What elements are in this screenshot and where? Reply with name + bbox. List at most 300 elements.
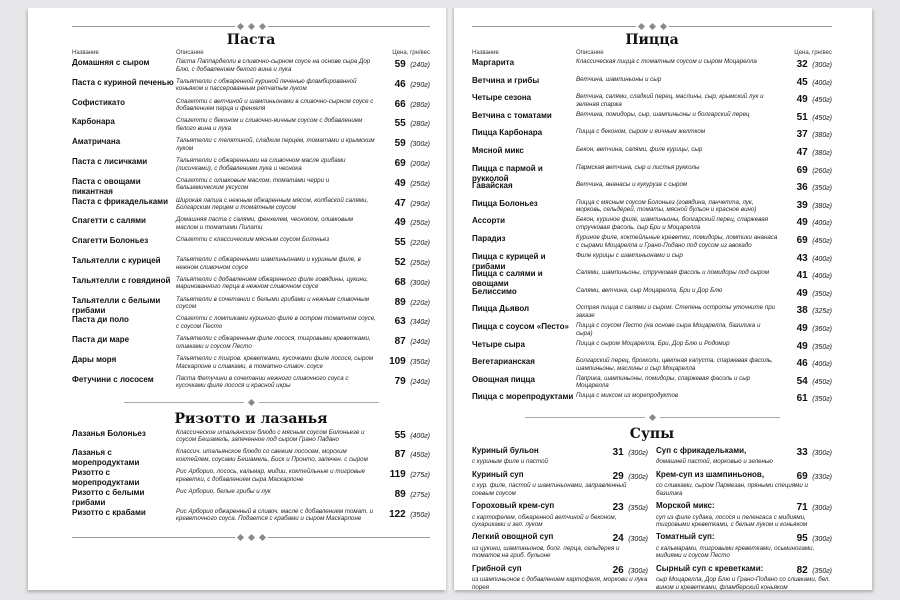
item-description: Бекон, ветчина, салями, филе курицы, сыр: [576, 145, 703, 153]
item-price-block: [378, 375, 430, 388]
item-price-block: [378, 216, 430, 229]
header-desc: Описание: [576, 50, 604, 56]
item-weight: (350г): [410, 358, 430, 366]
item-price: 109: [389, 355, 406, 367]
item-weight: (240г): [410, 62, 430, 69]
item-weight: (325г): [812, 308, 832, 316]
item-weight: (240г): [410, 378, 430, 386]
menu-item: [72, 335, 430, 355]
item-price: 49: [796, 340, 808, 352]
soup-price-block: [797, 532, 832, 545]
section-divider: [472, 412, 832, 424]
menu-item: [72, 117, 430, 137]
risotto-title: Ризотто и лазанья: [174, 410, 328, 427]
soups-columns: [472, 446, 832, 590]
item-price: 69: [796, 164, 808, 176]
soup-item: [472, 532, 648, 559]
item-weight: (250г): [410, 259, 430, 267]
item-weight: (450г): [812, 378, 832, 386]
item-name: Белиссимо: [472, 286, 517, 296]
item-price-block: [780, 357, 832, 370]
menu-item: [472, 164, 832, 182]
item-price: 89: [394, 296, 406, 308]
item-name: Паста с лисичками: [72, 156, 148, 166]
item-description: Ветчина, шампиньоны и сыр: [576, 75, 662, 83]
header-price: Цена, грн/вес: [392, 50, 430, 56]
item-name: Четыре сезона: [472, 93, 532, 103]
item-weight: (200г): [410, 160, 430, 168]
item-price-block: [378, 256, 430, 269]
item-description: Рис Арборио обжаренный в сливоч. масле с добавлением томат. и креветочного соуса. Подается с крабами и сыром Маскарпоне: [176, 507, 374, 523]
soup-description: из цукини, шампиньонов, болг. перца, сельдерея и томатов на гриб. бульоне: [472, 544, 620, 560]
menu-item: [472, 375, 832, 393]
item-price-block: [378, 508, 430, 521]
soup-price-block: [797, 446, 832, 459]
soup-name: Грибной суп: [472, 563, 522, 573]
right-page: [454, 8, 872, 590]
menu-item: [72, 508, 430, 528]
menu-item: [72, 468, 430, 488]
item-price-block: [780, 164, 832, 177]
item-weight: (400г): [410, 432, 430, 440]
soup-price-block: [613, 564, 648, 577]
item-price-block: [378, 98, 430, 111]
item-price: 49: [796, 287, 808, 299]
menu-item: [472, 146, 832, 164]
soup-name: Морской микс:: [656, 501, 715, 511]
menu-item: [472, 111, 832, 129]
item-price: 68: [394, 276, 406, 288]
item-name: Паста ди поло: [72, 315, 129, 325]
item-description: Ветчина, салями, сладкий перец, маслины, сыр, крымский лук и зеленая спаржа: [576, 93, 764, 108]
item-price: 119: [389, 469, 406, 481]
item-weight: (450г): [410, 452, 430, 460]
soup-description: с куриным филе и пастой: [472, 458, 548, 466]
item-name: Паста с овощами пикантная: [72, 176, 141, 196]
item-name: Пицца Болоньез: [472, 198, 538, 208]
soup-item: [472, 470, 648, 497]
soup-item: [656, 532, 832, 559]
item-description: Рис Арборио, белые грибы и лук: [176, 487, 271, 495]
soup-weight: (300г): [812, 449, 832, 457]
item-price: 66: [394, 98, 406, 110]
item-description: Пицца с миксом из морепродуктов: [576, 392, 679, 400]
item-name: Четыре сыра: [472, 339, 525, 349]
top-ornament: [472, 22, 832, 30]
soup-item: [472, 564, 648, 590]
item-weight: (400г): [812, 273, 832, 281]
item-description: Пицца с сыром Моцарелла, Бри, Дор Блю и Родомир: [576, 339, 730, 347]
item-description: Тальятелли с обжаренным филе лосося, тигровыми креветками, оливками и соусом Песто: [176, 335, 371, 350]
soup-price: 31: [612, 446, 624, 458]
item-price-block: [378, 468, 430, 481]
item-name: Маргарита: [472, 58, 515, 67]
soup-price: 24: [612, 533, 624, 545]
item-description: Филе курицы с шампиньонами и сыр: [576, 251, 683, 259]
item-price-block: [378, 488, 430, 501]
item-price: 55: [394, 118, 406, 130]
item-weight: (350г): [410, 511, 430, 519]
item-description: Классич. итальянское блюдо со свежим лососем, морским коктейлем, соусами Бешамель, Биск и Пронто, запечен. с сыром: [176, 448, 368, 463]
item-description: Острая пицца с салями и сыром. Степень остроты уточните при заказе: [576, 304, 776, 319]
item-price-block: [780, 216, 832, 229]
item-name: Ризотто с белыми грибами: [72, 487, 145, 507]
menu-item: [472, 199, 832, 217]
item-name: Дары моря: [72, 354, 117, 364]
soup-description: с картофелем, обжаренной ветчиной и беконом, сухариками и зел. луком: [472, 513, 617, 528]
soup-price-block: [797, 501, 832, 514]
item-name: Мясной микс: [472, 145, 524, 155]
item-description: Тальятелли с обжаренными шампиньонами и куриным филе, в нежном сливочном соусе: [176, 255, 361, 271]
item-price-block: [378, 197, 430, 210]
soup-name: Сырный суп с креветками:: [656, 563, 764, 573]
item-price-block: [780, 340, 832, 353]
pasta-list: [72, 58, 430, 395]
menu-item: [472, 392, 832, 410]
item-name: Лазанья с морепродуктами: [72, 448, 140, 468]
item-weight: (380г): [812, 149, 832, 157]
soup-weight: (300г): [812, 536, 832, 544]
soup-price: 95: [796, 533, 808, 545]
header-name: Название: [72, 50, 99, 56]
item-price: 63: [394, 316, 406, 328]
item-description: Тальятелли с обжаренными на сливочном масле грибами (лисичками), с добавлением лука и чеснока: [176, 156, 346, 172]
soup-item: [472, 501, 648, 528]
item-price: 87: [394, 449, 406, 461]
menu-item: [72, 429, 430, 449]
item-price-block: [378, 296, 430, 309]
item-price-block: [378, 137, 430, 150]
menu-item: [72, 177, 430, 197]
menu-item: [472, 58, 832, 76]
item-price: 49: [796, 322, 808, 334]
soup-price: 23: [612, 502, 624, 514]
item-description: Рис Арборио, лосось, кальмар, мидии, коктейльные и тигровые креветки, с добавлением сыра Маскарпоне: [176, 468, 366, 483]
menu-item: [72, 157, 430, 177]
soup-description: домашней пастой, морковью и зеленью: [656, 458, 773, 466]
item-weight: (300г): [812, 62, 832, 69]
item-description: Паста Фетучини в сочетании нежного сливочного соуса с кусочками филе лосося и красной икры: [176, 374, 349, 390]
item-name: Домашняя с сыром: [72, 58, 150, 67]
item-description: Ветчина, помидоры, сыр, шампиньоны и болгарский перец: [576, 110, 750, 118]
item-name: Ветчина и грибы: [472, 75, 540, 85]
item-price-block: [780, 128, 832, 141]
item-price: 55: [394, 429, 406, 441]
item-price-block: [780, 252, 832, 265]
item-name: Аматричана: [72, 137, 121, 147]
menu-item: [72, 216, 430, 236]
item-name: Гавайская: [472, 181, 513, 191]
item-weight: (290г): [410, 200, 430, 208]
soup-description: из шампиньонов с добавлением картофеля, моркови и лука порея: [472, 576, 648, 590]
soup-name: Томатный суп:: [656, 532, 715, 542]
menu-item: [72, 98, 430, 118]
menu-item: [472, 252, 832, 270]
item-weight: (250г): [410, 180, 430, 188]
menu-item: [472, 128, 832, 146]
item-price-block: [780, 93, 832, 106]
item-price: 79: [394, 375, 406, 387]
menu-item: [472, 93, 832, 111]
soup-description: с кур. филе, пастой и шампиньонами, заправленный соевым соусом: [472, 482, 627, 497]
soups-title: Супы: [629, 425, 675, 442]
item-price-block: [780, 181, 832, 194]
item-name: Вегетарианская: [472, 357, 535, 367]
item-price-block: [378, 335, 430, 348]
item-price: 47: [394, 197, 406, 209]
item-price: 37: [796, 129, 808, 141]
item-price: 32: [796, 59, 808, 70]
soup-name: Гороховый крем-суп: [472, 501, 555, 511]
soup-price-block: [613, 470, 648, 483]
menu-item: [72, 78, 430, 98]
item-description: Классическое итальянское блюдо с мясным соусом Болоньезе и соусом Бешамель, запеченное под сыром Грано Падано: [176, 428, 365, 444]
item-name: Овощная пицца: [472, 374, 535, 384]
soup-description: сыр Моцарелла, Дор Блю и Грано-Подано со сливками, бел. вином и креветками, фламберский коньяком: [656, 576, 831, 590]
soup-item: [656, 564, 832, 590]
soup-price-block: [613, 446, 648, 459]
item-name: Паста ди маре: [72, 335, 130, 345]
item-weight: (300г): [410, 141, 430, 149]
menu-item: [72, 137, 430, 157]
menu-item: [472, 269, 832, 287]
item-name: Тальятелли с курицей: [72, 255, 161, 265]
soups-left-column: [472, 446, 648, 590]
item-price: 49: [796, 94, 808, 106]
soup-name: Крем-суп из шампиньонов,: [656, 469, 765, 479]
item-description: Тальятелли с тигров. креветками, кусочками филе лосося, сыром Маскарпоне и сливками, в томатно-сливоч. соусе: [176, 354, 374, 370]
item-description: Пицца с соусом Песто (на основе сыра Моцарелла, базилика и сыра): [576, 321, 761, 337]
item-weight: (250г): [410, 220, 430, 228]
soup-price-block: [797, 564, 832, 577]
item-price: 45: [796, 76, 808, 88]
item-weight: (260г): [812, 167, 832, 175]
item-price-block: [378, 157, 430, 170]
risotto-list: [72, 429, 430, 528]
soup-price-block: [797, 470, 832, 483]
menu-item: [472, 340, 832, 358]
soup-name: Суп с фрикадельками,: [656, 445, 747, 455]
item-price-block: [780, 269, 832, 282]
item-price: 122: [389, 508, 406, 520]
column-headers: [472, 50, 832, 56]
item-price: 54: [796, 375, 808, 387]
item-price-block: [378, 236, 430, 249]
item-weight: (400г): [812, 220, 832, 228]
item-weight: (300г): [410, 279, 430, 287]
soup-weight: (300г): [628, 449, 648, 457]
item-name: Тальятелли с белыми грибами: [72, 295, 161, 315]
top-ornament: [72, 22, 430, 30]
item-price: 61: [796, 393, 808, 405]
header-name: Название: [472, 50, 499, 56]
item-weight: (350г): [812, 343, 832, 351]
pizza-list: [472, 58, 832, 410]
item-name: Ветчина с томатами: [472, 110, 552, 120]
soup-weight: (300г): [628, 473, 648, 481]
item-weight: (240г): [410, 339, 430, 347]
header-desc: Описание: [176, 50, 204, 56]
item-price-block: [780, 322, 832, 335]
menu-item: [72, 276, 430, 296]
menu-item: [472, 76, 832, 94]
item-weight: (340г): [410, 319, 430, 327]
item-description: Широкая лапша с нежным обжаренным мясом, колбаской салями, Болгарским перцем и томатным соусом: [176, 196, 369, 212]
item-price-block: [378, 315, 430, 328]
pasta-title: Паста: [226, 32, 276, 48]
soup-price: 71: [796, 502, 808, 514]
item-price-block: [780, 287, 832, 300]
item-name: Ризотто с морепродуктами: [72, 468, 140, 488]
item-name: Спагетти с салями: [72, 216, 146, 226]
item-weight: (275г): [410, 491, 430, 499]
item-description: Салями, ветчина, сыр Моцарелла, Бри и Дор Блю: [576, 286, 723, 294]
item-weight: (350г): [812, 290, 832, 298]
soup-weight: (300г): [812, 505, 832, 513]
item-name: Пицца Карбонара: [472, 128, 543, 138]
menu-item: [72, 296, 430, 316]
item-name: Тальятелли с говядиной: [72, 275, 171, 285]
item-weight: (350г): [812, 185, 832, 193]
item-weight: (450г): [812, 97, 832, 105]
menu-item: [72, 355, 430, 375]
soup-name: Куриный бульон: [472, 445, 539, 455]
menu-item: [472, 322, 832, 340]
menu-item: [472, 287, 832, 305]
item-description: Домашняя паста с салями, фенхелем, чесноком, оливковым маслом и томатами Пилати: [176, 216, 354, 231]
soup-description: суп из филе судака, лосося и пеленгаса с мидиями, тигровыми креветками, с белым луком и коньяком: [656, 513, 808, 528]
item-price: 46: [796, 358, 808, 370]
item-name: Пицца с соусом «Песто»: [472, 321, 569, 331]
item-description: Бекон, куриное филе, шампиньоны, болгарский перец, спаржевая стручковая фасоль, сыр Бри и Моцарелла: [576, 216, 769, 231]
item-name: Ризотто с крабами: [72, 507, 146, 517]
item-weight: (280г): [410, 121, 430, 129]
item-price: 59: [394, 138, 406, 150]
item-price: 49: [796, 217, 808, 229]
menu-item: [72, 488, 430, 508]
item-name: Пицца с морепродуктами: [472, 392, 574, 402]
soup-price: 82: [796, 564, 808, 576]
item-price: 49: [394, 217, 406, 229]
soup-name: Куриный суп: [472, 469, 524, 479]
item-description: Куриное филе, коктейльные креветки, помидоры, ломтики ананаса с сырами Моцарелла и Грано-Подано под соусом из авокадо: [576, 233, 778, 249]
item-description: Спагетти с ветчиной и шампиньонами в сливочно-сырном соусе с добавлением перца и фенхеля: [176, 97, 374, 113]
item-price-block: [780, 146, 832, 159]
item-price: 69: [394, 157, 406, 169]
soup-price: 33: [796, 446, 808, 458]
item-price-block: [378, 78, 430, 91]
item-name: Парадиз: [472, 233, 506, 243]
menu-item: [72, 236, 430, 256]
item-name: Лазанья Болоньез: [72, 428, 146, 438]
section-divider: [72, 397, 430, 409]
item-weight: (400г): [812, 361, 832, 369]
item-description: Ветчина, ананасы и кукуруза с сыром: [576, 181, 688, 189]
menu-item: [472, 181, 832, 199]
item-description: Болгарский перец, брокколи, цветная капуста, спаржевая фасоль, шампиньоны, маслины и сыр Моцарелла: [576, 357, 773, 372]
item-price-block: [378, 276, 430, 289]
header-price: Цена, грн/вес: [794, 50, 832, 56]
column-headers: [72, 50, 430, 56]
item-description: Тальятелли с добавлением обжаренного филе говядины, цукини, маринованного перца в нежном сливочном соусе: [176, 275, 369, 291]
item-price-block: [780, 234, 832, 247]
pizza-title: Пицца: [625, 32, 679, 48]
item-name: Фетучини с лососем: [72, 374, 154, 384]
item-name: Пицца с пармой и рукколой: [472, 163, 543, 183]
item-weight: (450г): [812, 237, 832, 245]
soup-item: [472, 446, 648, 466]
menu-item: [72, 375, 430, 395]
soup-description: со сливками, сыром Пармезан, пряными специями и базилика: [656, 482, 808, 497]
item-weight: (290г): [410, 81, 430, 89]
item-description: Спагетти с беконом и сливочно-яичным соусом с добавлением белого вина и лука: [176, 117, 363, 132]
item-price: 43: [796, 252, 808, 264]
item-name: Ассорти: [472, 216, 506, 226]
item-description: Пицца с мясным соусом Болоньез (говядина, панчетта, лук, морковь, сельдерей, томаты, мясной бульон и красное вино): [576, 198, 757, 214]
soup-price-block: [613, 532, 648, 545]
menu-item: [72, 256, 430, 276]
item-price-block: [780, 111, 832, 124]
soup-weight: (300г): [628, 567, 648, 575]
item-price-block: [378, 429, 430, 442]
soup-item: [656, 501, 832, 528]
menu-item: [472, 357, 832, 375]
item-price-block: [378, 58, 430, 71]
soup-price: 26: [612, 564, 624, 576]
soup-item: [656, 446, 832, 466]
item-price: 36: [796, 182, 808, 194]
item-price-block: [378, 117, 430, 130]
item-description: Салями, шампиньоны, стручковая фасоль и помидоры под сыром: [576, 269, 770, 277]
item-description: Тальятелли с обжаренной куриной печенью фламбированной коньяком и пассерованным репчатым луком: [176, 77, 357, 93]
item-price: 59: [394, 59, 406, 70]
soups-right-column: [656, 446, 832, 590]
item-description: Спагетти с классическим мясным соусом Болоньез: [176, 236, 330, 244]
soup-weight: (330г): [812, 473, 832, 481]
menu-item: [72, 197, 430, 217]
item-name: Паста с фрикадельками: [72, 196, 168, 206]
item-description: Тальятелли в сочетании с белыми грибами и нежным сливочным соусом: [176, 295, 369, 311]
menu-item: [472, 304, 832, 322]
left-page: [28, 8, 446, 590]
item-description: Классическая пицца с томатным соусом и сыром Моцарелла: [576, 58, 757, 65]
item-price: 55: [394, 237, 406, 249]
item-description: Пармская ветчина, сыр и листья рукколы: [576, 163, 700, 171]
item-price-block: [780, 199, 832, 212]
item-price-block: [378, 355, 430, 368]
item-price-block: [780, 58, 832, 71]
item-price-block: [780, 375, 832, 388]
soup-weight: (350г): [812, 567, 832, 575]
item-name: Пицца с салями и овощами: [472, 269, 543, 289]
bottom-ornament: [72, 534, 430, 542]
book-spine: [446, 8, 454, 590]
item-price: 51: [796, 111, 808, 123]
item-weight: (380г): [812, 202, 832, 210]
soup-weight: (350г): [628, 505, 648, 513]
item-description: Тальятелли с телятиной, сладким перцем, томатами и крымским луком: [176, 137, 375, 152]
item-name: Карбонара: [72, 117, 115, 127]
soup-price: 29: [612, 470, 624, 482]
item-weight: (350г): [812, 396, 832, 404]
item-price: 69: [796, 234, 808, 246]
item-weight: (220г): [410, 299, 430, 307]
item-weight: (400г): [812, 255, 832, 263]
item-price-block: [780, 304, 832, 317]
item-name: Софистикато: [72, 97, 126, 107]
item-price-block: [378, 448, 430, 461]
menu-item: [72, 448, 430, 468]
